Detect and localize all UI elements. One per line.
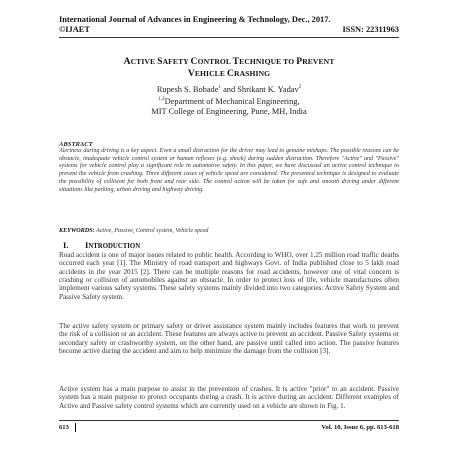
- issn-label: ISSN: 22311963: [342, 25, 399, 34]
- paper-title: [59, 56, 399, 80]
- page-footer: [59, 423, 399, 432]
- author-block: [59, 83, 399, 117]
- abstract-text: Alertness during driving is a key aspect. Even a small distraction for the driver may lead to genuine mishaps. The possible reasons can be obstacle, inadequate vehicle control system or human reflexes (e.g. shock) during sudden distraction. Therefore "Active" and "Passive" systems for vehicle control play a significant role in automotive safety. In this paper, we have discussed an active control technique to prevent the vehicle from crashing. Three different cases of vehicle speed are considered. The presented technique is designed to evaluate the possibility of collision for both front and rear side. The control action will be taken for safe and smooth driving under different situations like parking, urban driving and highway driving.: [59, 148, 399, 193]
- author-college: MIT College of Engineering, Pune, MH, India: [151, 107, 307, 116]
- intro-paragraph-3: Active system has a main purpose to assist in the prevention of crashes. It is active "prior" to an accident. Passive system has a main purpose to protect occupants during a crash. It is active during an accident. Different examples of Active and Passive safety control systems which are currently used on a vehicle are shown in Fig. 1.: [59, 385, 399, 410]
- intro-paragraph-2: The active safety system or primary safety or driver assistance system mainly includes features that work to prevent the risk of a collision or an accident. These features are always active to prevent an accident. Passive Safety systems or secondary safety or crashworthy system, on the other hand, are passive until called into action. The passive features become active during the accident and aim to help minimize the damage from the collision [3].: [59, 322, 399, 356]
- author-names: Rupesh S. Bobade$^1$ and Shrikant K. Yadav$^2$: [156, 84, 302, 94]
- author-department: $^{1,2}$Department of Mechanical Engineering,: [158, 96, 300, 106]
- abstract-heading: ABSTRACT: [59, 141, 93, 148]
- keywords-label: KEYWORDS:: [59, 228, 95, 234]
- keywords-line: [59, 227, 399, 235]
- volume-info: Vol. 10, Issue 6, pp. 613-618: [321, 424, 399, 431]
- title-line-2: VEHICLE CRASHING: [187, 68, 271, 79]
- keywords-text: Active, Passive, Control system, Vehicle speed: [94, 228, 209, 234]
- title-line-1: ACTIVE SAFETY CONTROL TECHNIQUE TO PREVENT: [123, 56, 335, 67]
- journal-name: International Journal of Advances in Engineering & Technology, Dec., 2017.: [59, 15, 331, 24]
- copyright-label: ©IJAET: [59, 25, 90, 34]
- header-row: [59, 25, 399, 35]
- header-divider: [59, 37, 399, 38]
- footer-divider: [59, 420, 399, 421]
- section-heading-introduction: I. INTRODUCTION: [63, 240, 141, 250]
- intro-paragraph-1: Road accident is one of major issues related to public health. According to WHO, over 1.25 million road traffic deaths occurred each year [1]. The Ministry of road transport and highways Govt. of India published close to 5 lakh road accidents in the year 2015 [2]. There can be multiple reasons for road accidents, however one of vital concern is crashing or collision of automobiles against an obstacle. In order to protect loss of life, vehicle manufactures often implement various safety systems. These safety systems mainly divided into two categories: Active Safety System and Passive Safety system.: [59, 251, 399, 301]
- page-number: 613: [59, 423, 76, 432]
